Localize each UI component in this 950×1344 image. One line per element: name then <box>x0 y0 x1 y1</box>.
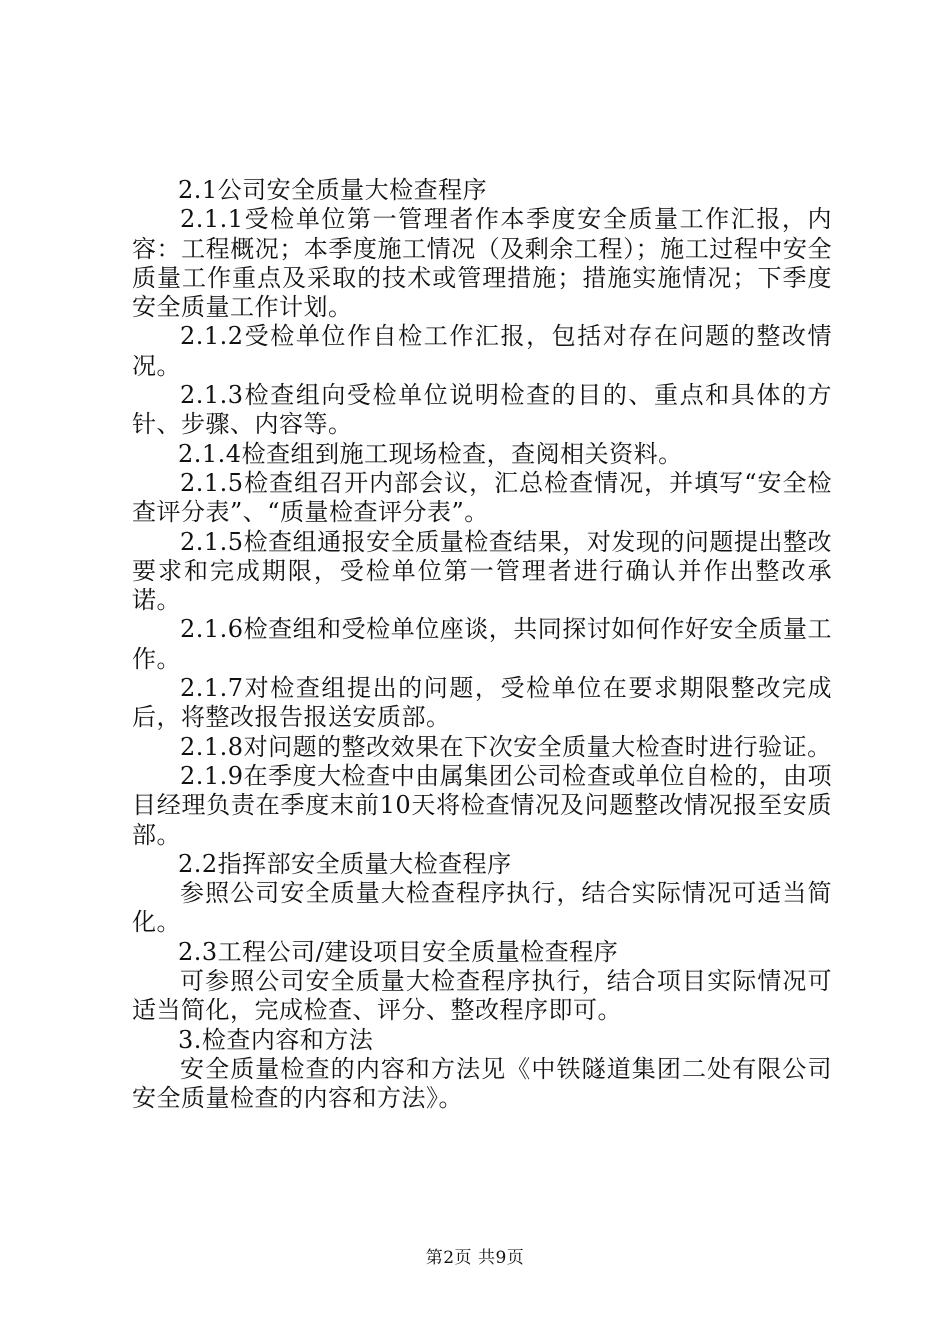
paragraph-2-1-9: 2.1.9在季度大检查中由属集团公司检查或单位自检的，由项目经理负责在季度末前10天将检查情况及问题整改情况报至安质部。 <box>132 761 832 849</box>
section-heading-2-2: 2.2指挥部安全质量大检查程序 <box>178 849 512 878</box>
paragraph-2-1-4: 2.1.4检查组到施工现场检查，查阅相关资料。 <box>178 439 683 468</box>
paragraph-2-2: 参照公司安全质量大检查程序执行，结合实际情况可适当简化。 <box>132 879 832 937</box>
paragraph-2-1-2: 2.1.2受检单位作自检工作汇报，包括对存在问题的整改情况。 <box>132 322 832 380</box>
paragraph-2-1-5-a: 2.1.5检查组召开内部会议，汇总检查情况，并填写“安全检查评分表”、“质量检查评分表”。 <box>132 468 832 527</box>
paragraph-2-1-8: 2.1.8对问题的整改效果在下次安全质量大检查时进行验证。 <box>180 732 832 761</box>
section-heading-2-3: 2.3工程公司/建设项目安全质量检查程序 <box>178 937 619 966</box>
page-number-footer: 第2页 共9页 <box>425 1248 525 1268</box>
paragraph-2-1-3: 2.1.3检查组向受检单位说明检查的目的、重点和具体的方针、步骤、内容等。 <box>132 381 832 439</box>
paragraph-3: 安全质量检查的内容和方法见《中铁隧道集团二处有限公司安全质量检查的内容和方法》。 <box>132 1054 832 1113</box>
section-heading-3: 3.检查内容和方法 <box>178 1025 374 1054</box>
paragraph-2-1-7: 2.1.7对检查组提出的问题，受检单位在要求期限整改完成后，将整改报告报送安质部。 <box>132 674 832 732</box>
paragraph-2-3: 可参照公司安全质量大检查程序执行，结合项目实际情况可适当简化，完成检查、评分、整改程序即可。 <box>132 967 832 1025</box>
section-heading-2-1: 2.1公司安全质量大检查程序 <box>178 176 488 204</box>
document-body <box>132 176 832 1114</box>
paragraph-2-1-6: 2.1.6检查组和受检单位座谈，共同探讨如何作好安全质量工作。 <box>132 615 832 673</box>
paragraph-2-1-5-b: 2.1.5检查组通报安全质量检查结果，对发现的问题提出整改要求和完成期限，受检单位第一管理者进行确认并作出整改承诺。 <box>132 527 832 615</box>
paragraph-2-1-1: 2.1.1受检单位第一管理者作本季度安全质量工作汇报，内容：工程概况；本季度施工情况（及剩余工程）；施工过程中安全质量工作重点及采取的技术或管理措施；措施实施情况；下季度安全质量工作计划。 <box>132 205 832 322</box>
